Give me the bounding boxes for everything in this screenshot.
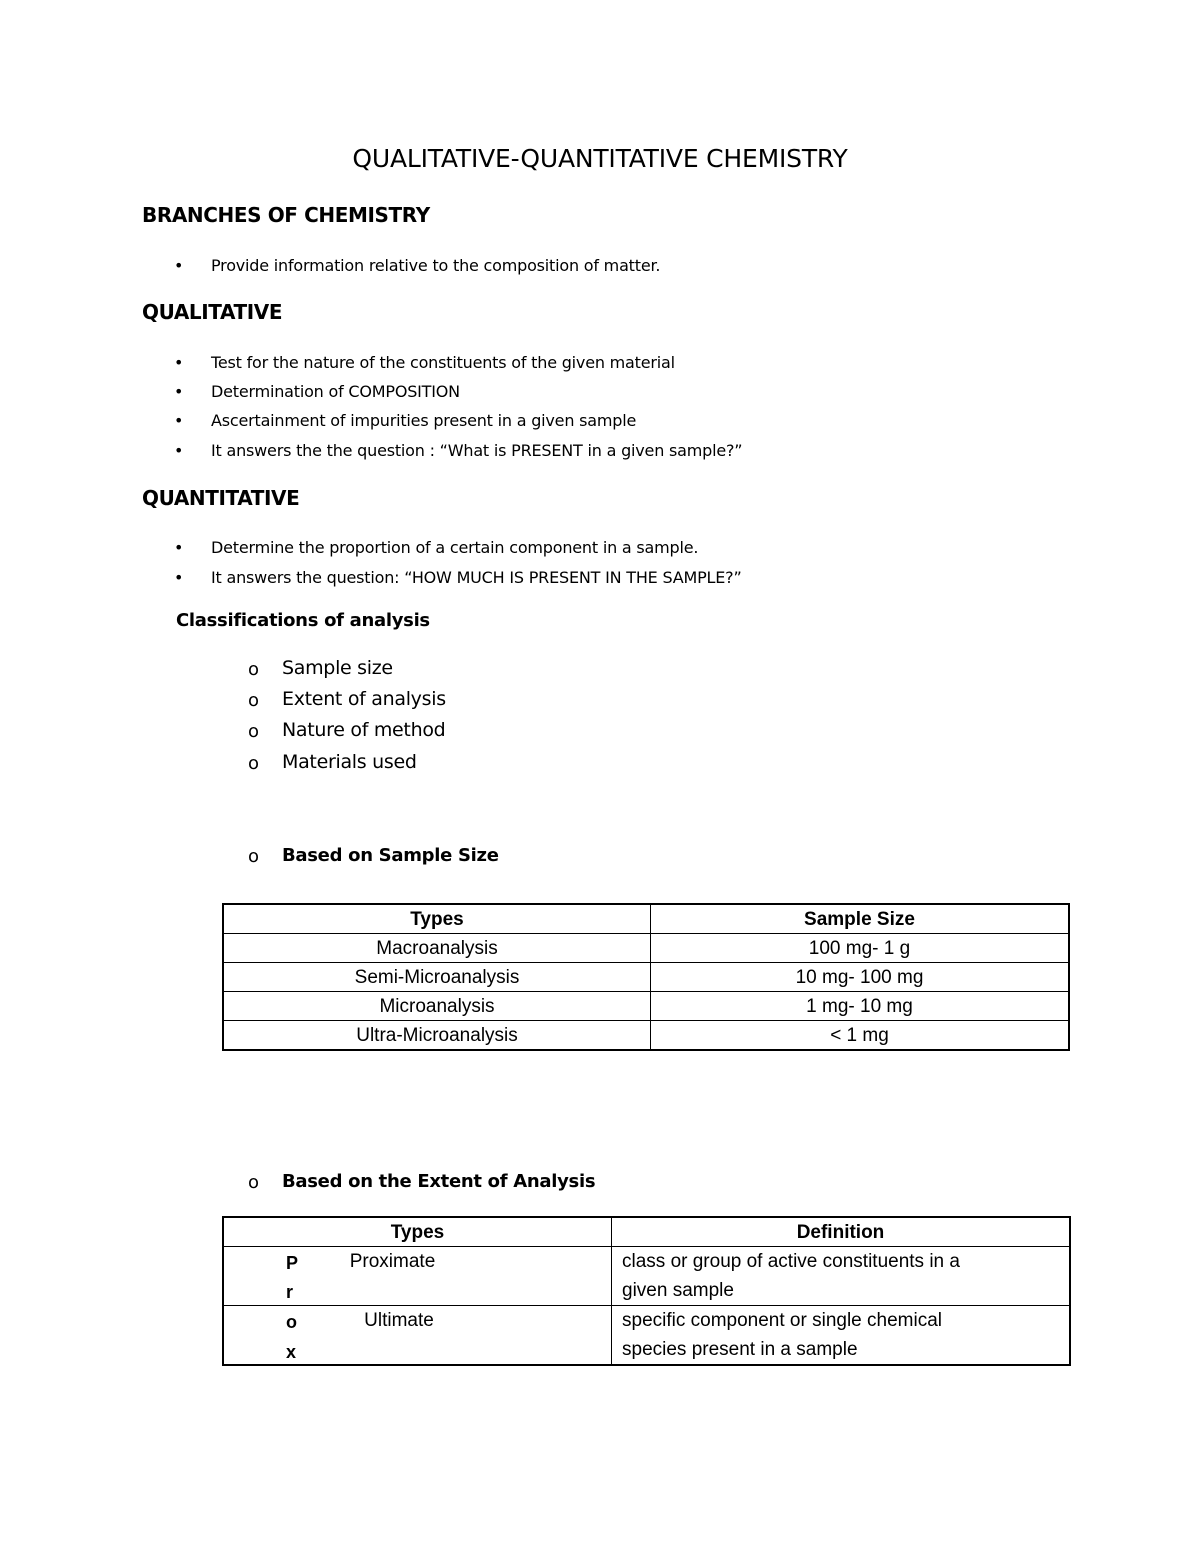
list-item: Ascertainment of impurities present in a given sample	[211, 411, 637, 430]
list-item: Nature of method	[282, 719, 446, 741]
table-cell: Microanalysis	[223, 992, 651, 1021]
bullet-glyph: •	[174, 353, 184, 372]
list-item: Sample size	[282, 657, 393, 679]
table-row	[223, 1021, 1069, 1051]
table-cell: Macroanalysis	[223, 934, 651, 963]
table-row	[223, 1306, 1070, 1366]
circle-glyph: o	[248, 1172, 260, 1193]
definition-line: specific component or single chemical	[622, 1310, 942, 1331]
table-cell: 100 mg- 1 g	[651, 934, 1070, 963]
heading-classifications: Classifications of analysis	[176, 610, 430, 631]
page-title: QUALITATIVE-QUANTITATIVE CHEMISTRY	[352, 144, 848, 173]
side-letter: r	[286, 1282, 294, 1302]
circle-glyph: o	[248, 690, 260, 711]
table-row	[223, 992, 1069, 1021]
list-item: It answers the question: “HOW MUCH IS PRESENT IN THE SAMPLE?”	[211, 568, 742, 587]
table-cell: Ultra-Microanalysis	[223, 1021, 651, 1051]
table-row	[223, 934, 1069, 963]
sample-size-table	[222, 903, 1070, 1051]
bullet-glyph: •	[174, 568, 184, 587]
definition-line: given sample	[622, 1280, 734, 1301]
table-row	[223, 963, 1069, 992]
type-name: Ultimate	[364, 1310, 434, 1331]
bullet-glyph: •	[174, 538, 184, 557]
bullet-glyph: •	[174, 256, 184, 275]
definition-line: species present in a sample	[622, 1339, 858, 1360]
table-cell: < 1 mg	[651, 1021, 1070, 1051]
type-name: Proximate	[349, 1251, 436, 1272]
table-cell: 10 mg- 100 mg	[651, 963, 1070, 992]
heading-branches: BRANCHES OF CHEMISTRY	[142, 203, 430, 227]
bullet-glyph: •	[174, 411, 184, 430]
heading-quantitative: QUANTITATIVE	[142, 486, 300, 510]
circle-glyph: o	[248, 753, 260, 774]
definition-cell	[612, 1247, 1071, 1306]
table-cell	[223, 1247, 612, 1306]
list-item: Determine the proportion of a certain component in a sample.	[211, 538, 699, 557]
circle-glyph: o	[248, 659, 260, 680]
table-cell: 1 mg- 10 mg	[651, 992, 1070, 1021]
list-item: Materials used	[282, 751, 417, 773]
side-letter: P	[286, 1253, 299, 1273]
list-item: Extent of analysis	[282, 688, 446, 710]
definition-line: class or group of active constituents in a	[622, 1251, 960, 1272]
bullet-glyph: •	[174, 382, 184, 401]
heading-extent: Based on the Extent of Analysis	[282, 1171, 596, 1192]
list-item: Provide information relative to the composition of matter.	[211, 256, 661, 275]
table-cell	[223, 1306, 612, 1366]
definition-cell	[612, 1306, 1071, 1366]
heading-qualitative: QUALITATIVE	[142, 300, 283, 324]
table-header: Types	[223, 904, 651, 934]
table-header: Types	[223, 1217, 612, 1247]
circle-glyph: o	[248, 846, 260, 867]
table-header: Definition	[612, 1217, 1071, 1247]
list-item: Test for the nature of the constituents of the given material	[211, 353, 675, 372]
table-row	[223, 1247, 1070, 1306]
side-letter: x	[286, 1342, 297, 1362]
table-header: Sample Size	[651, 904, 1070, 934]
heading-sample-size: Based on Sample Size	[282, 845, 499, 866]
list-item: Determination of COMPOSITION	[211, 382, 460, 401]
side-letter: o	[286, 1312, 297, 1332]
list-item: It answers the the question : “What is PRESENT in a given sample?”	[211, 441, 743, 460]
extent-table	[222, 1216, 1071, 1366]
table-cell: Semi-Microanalysis	[223, 963, 651, 992]
circle-glyph: o	[248, 721, 260, 742]
bullet-glyph: •	[174, 441, 184, 460]
